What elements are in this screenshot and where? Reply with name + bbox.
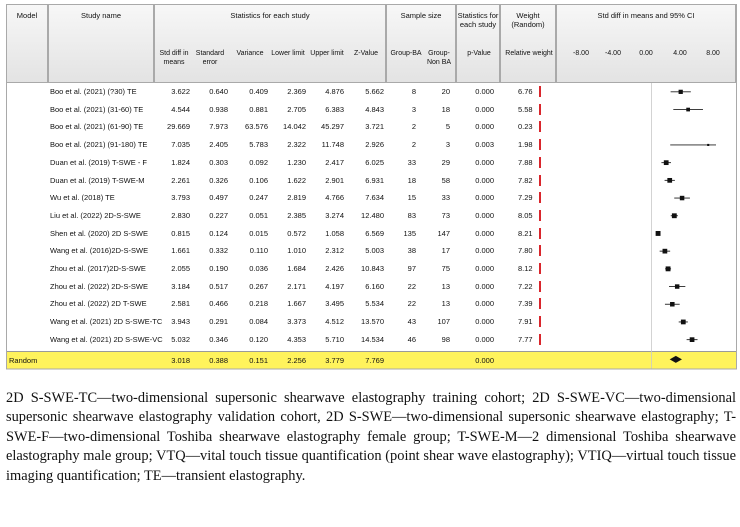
header-stats-each xyxy=(456,4,500,83)
cell-lo: 2.171 xyxy=(287,281,306,291)
cell-hi: 2.312 xyxy=(325,246,344,256)
cell-nonba: 29 xyxy=(441,157,450,167)
weight-bar xyxy=(539,157,541,168)
cell-weight: 7.77 xyxy=(518,334,533,344)
cell-smd: 3.622 xyxy=(171,87,190,96)
col-upper: Upper limit xyxy=(310,50,344,57)
cell-p: 0.000 xyxy=(475,299,494,309)
header-statistics-label: Statistics for each study xyxy=(230,11,310,20)
study-name: Shen et al. (2020) 2D S-SWE xyxy=(50,228,148,238)
cell-var: 0.247 xyxy=(249,193,268,203)
study-name: Zhou et al. (2022) 2D-S-SWE xyxy=(50,281,148,291)
cell-p: 0.000 xyxy=(475,334,494,344)
table-row xyxy=(6,172,736,190)
col-relative-weight: Relative weight xyxy=(505,50,553,57)
cell-z: 12.480 xyxy=(361,210,384,220)
cell-lo: 1.230 xyxy=(287,157,306,167)
weight-bar xyxy=(539,298,541,309)
cell-ba: 22 xyxy=(407,299,416,309)
col-z: Z-Value xyxy=(354,50,378,57)
cell-ba: 18 xyxy=(407,175,416,185)
study-name: Boo et al. (2021) (61-90) TE xyxy=(50,122,144,132)
table-row xyxy=(6,189,736,207)
header-study-name-label: Study name xyxy=(80,11,122,20)
cell-smd: 4.544 xyxy=(171,104,190,114)
cell-se: 0.190 xyxy=(209,264,228,273)
cell-z: 10.843 xyxy=(361,264,384,273)
cell-weight: 7.91 xyxy=(518,317,533,327)
cell-nonba: 58 xyxy=(441,175,450,185)
cell-z: 5.534 xyxy=(365,299,384,309)
cell-z: 4.843 xyxy=(365,104,384,114)
cell-ba: 33 xyxy=(407,157,416,167)
cell-lo: 1.010 xyxy=(287,246,306,256)
cell-lo: 2.385 xyxy=(287,210,306,220)
weight-bar xyxy=(539,139,541,150)
cell-var: 0.051 xyxy=(249,210,268,220)
study-name: Wang et al. (2021) 2D S-SWE-VC xyxy=(50,334,163,344)
cell-lo: 1.622 xyxy=(287,175,306,185)
cell-ba: 8 xyxy=(411,87,416,96)
cell-lo: 2.705 xyxy=(287,104,306,114)
cell-nonba: 3 xyxy=(445,140,450,150)
cell-p: 0.000 xyxy=(475,175,494,185)
weight-bar xyxy=(539,192,541,203)
cell-se: 0.346 xyxy=(209,334,228,344)
tick-label: -8.00 xyxy=(573,50,589,57)
cell-weight: 7.88 xyxy=(518,157,533,167)
cell-hi: 45.297 xyxy=(321,122,344,132)
cell-nonba: 13 xyxy=(441,299,450,309)
cell-p: 0.003 xyxy=(475,140,494,150)
cell-hi: 2.417 xyxy=(325,157,344,167)
cell-nonba: 75 xyxy=(441,264,450,273)
cell-z: 6.025 xyxy=(365,157,384,167)
cell-p: 0.000 xyxy=(475,193,494,203)
cell-weight: 1.98 xyxy=(518,140,533,150)
table-header xyxy=(6,4,736,83)
cell-lo: 1.684 xyxy=(287,264,306,273)
cell-z: 6.160 xyxy=(365,281,384,291)
table-row xyxy=(6,83,736,101)
study-name: Liu et al. (2022) 2D-S-SWE xyxy=(50,210,141,220)
cell-lo: 14.042 xyxy=(283,122,306,132)
cell-ba: 46 xyxy=(407,334,416,344)
cell-lo: 2.369 xyxy=(287,87,306,96)
cell-smd: 2.581 xyxy=(171,299,190,309)
weight-bar xyxy=(539,86,541,97)
cell-hi: 4.876 xyxy=(325,87,344,96)
cell-weight: 7.39 xyxy=(518,299,533,309)
weight-bar xyxy=(539,334,541,345)
weight-bar xyxy=(539,281,541,292)
cell-nonba: 20 xyxy=(441,87,450,96)
cell-lo: 3.373 xyxy=(287,317,306,327)
cell-weight: 5.58 xyxy=(518,104,533,114)
cell-p: 0.000 xyxy=(475,228,494,238)
cell-hi: 4.766 xyxy=(325,193,344,203)
header-study-name xyxy=(48,4,154,83)
header-stats-each-label: Statistics for each study xyxy=(457,11,499,29)
cell-smd: 29.669 xyxy=(167,122,190,132)
cell-smd: 2.261 xyxy=(171,175,190,185)
cell-ba: 3 xyxy=(411,104,416,114)
cell-smd: 3.943 xyxy=(171,317,190,327)
cell-se: 0.332 xyxy=(209,246,228,256)
figure-caption: 2D S-SWE-TC—two-dimensional supersonic shearwave elastography training cohort; 2D S-SWE-VC—two-dimensional supersonic shearwave elastography validation cohort, 2D S-SWE—two-dimensional supersonic shearwave elastography; T-SWE-F—two-dimensional Toshiba shearwave elastography female group; T-SWE-M—2 dimensional Toshiba shearwave elastography male group; VTQ—vital touch tissue quantification (point shear wave elastography); VTIQ—virtual touch tissue imaging quantification; TE—transient elastography. xyxy=(6,390,736,484)
cell-lo: 4.353 xyxy=(287,334,306,344)
cell-ba: 15 xyxy=(407,193,416,203)
cell-smd: 3.184 xyxy=(171,281,190,291)
cell-smd: 2.830 xyxy=(171,210,190,220)
table-row xyxy=(6,295,736,313)
cell-weight: 8.12 xyxy=(518,264,533,273)
cell-nonba: 18 xyxy=(441,104,450,114)
cell-se: 0.497 xyxy=(209,193,228,203)
cell-weight: 0.23 xyxy=(518,122,533,132)
tick-label: -4.00 xyxy=(605,50,621,57)
weight-bar xyxy=(539,245,541,256)
cell-smd: 3.793 xyxy=(171,193,190,203)
header-sample-size-label: Sample size xyxy=(400,11,442,20)
cell-p: 0.000 xyxy=(475,317,494,327)
weight-bar xyxy=(539,228,541,239)
cell-ba: 2 xyxy=(411,122,416,132)
summary-row xyxy=(6,351,736,369)
cell-var: 5.783 xyxy=(249,140,268,150)
tick-label: 0.00 xyxy=(639,50,653,57)
cell-se: 2.405 xyxy=(209,140,228,150)
cell-hi: 6.383 xyxy=(325,104,344,114)
cell-hi: 5.710 xyxy=(325,334,344,344)
cell-z: 5.003 xyxy=(365,246,384,256)
cell-ba: 135 xyxy=(403,228,416,238)
weight-bar xyxy=(539,175,541,186)
cell-var: 0.015 xyxy=(249,228,268,238)
study-name: Duan et al. (2019) T-SWE-M xyxy=(50,175,145,185)
header-model xyxy=(6,4,48,83)
cell-se: 0.938 xyxy=(209,104,228,114)
cell-lo: 2.322 xyxy=(287,140,306,150)
cell-hi: 3.495 xyxy=(325,299,344,309)
col-group-non-ba: Group-Non BA xyxy=(426,50,452,66)
cell-hi: 4.512 xyxy=(325,317,344,327)
header-model-label: Model xyxy=(16,11,38,20)
col-p-value: p-Value xyxy=(467,50,491,57)
cell-smd: 1.661 xyxy=(171,246,190,256)
cell-nonba: 5 xyxy=(445,122,450,132)
summary-se: 0.388 xyxy=(209,355,228,365)
header-ci-label: Std diff in means and 95% CI xyxy=(597,11,695,20)
study-name: Wu et al. (2018) TE xyxy=(50,193,115,203)
table-row xyxy=(6,278,736,296)
cell-lo: 1.667 xyxy=(287,299,306,309)
table-row xyxy=(6,118,736,136)
cell-weight: 7.82 xyxy=(518,175,533,185)
cell-se: 0.466 xyxy=(209,299,228,309)
cell-se: 0.291 xyxy=(209,317,228,327)
summary-smd: 3.018 xyxy=(171,355,190,365)
cell-ba: 83 xyxy=(407,210,416,220)
table-row xyxy=(6,260,736,278)
weight-bar xyxy=(539,121,541,132)
cell-hi: 1.058 xyxy=(325,228,344,238)
cell-p: 0.000 xyxy=(475,87,494,96)
study-name: Wang et al. (2021) 2D S-SWE-TC xyxy=(50,317,163,327)
weight-bar xyxy=(539,316,541,327)
study-name: Wang et al. (2016)2D-S-SWE xyxy=(50,246,149,256)
weight-bar xyxy=(539,104,541,115)
cell-nonba: 147 xyxy=(437,228,450,238)
cell-weight: 7.22 xyxy=(518,281,533,291)
cell-z: 6.569 xyxy=(365,228,384,238)
cell-se: 0.124 xyxy=(209,228,228,238)
cell-se: 0.227 xyxy=(209,210,228,220)
col-std-diff: Std diff in means xyxy=(159,50,189,66)
cell-smd: 1.824 xyxy=(171,157,190,167)
cell-se: 0.326 xyxy=(209,175,228,185)
table-row xyxy=(6,331,736,349)
cell-se: 0.517 xyxy=(209,281,228,291)
model-label: Random xyxy=(9,355,38,365)
tick-label: 8.00 xyxy=(706,50,720,57)
summary-var: 0.151 xyxy=(249,355,268,365)
cell-var: 0.036 xyxy=(249,264,268,273)
cell-var: 0.881 xyxy=(249,104,268,114)
cell-ba: 38 xyxy=(407,246,416,256)
cell-z: 6.931 xyxy=(365,175,384,185)
cell-p: 0.000 xyxy=(475,246,494,256)
tick-label: 4.00 xyxy=(673,50,687,57)
table-row xyxy=(6,154,736,172)
cell-nonba: 17 xyxy=(441,246,450,256)
table-row xyxy=(6,101,736,119)
cell-var: 0.110 xyxy=(249,246,268,256)
cell-smd: 2.055 xyxy=(171,264,190,273)
header-statistics xyxy=(154,4,386,83)
cell-z: 14.534 xyxy=(361,334,384,344)
table-row xyxy=(6,313,736,331)
cell-p: 0.000 xyxy=(475,210,494,220)
study-name: Boo et al. (2021) (91-180) TE xyxy=(50,140,148,150)
study-name: Zhou et al. (2022) 2D T-SWE xyxy=(50,299,147,309)
cell-weight: 8.21 xyxy=(518,228,533,238)
header-weight-label: Weight (Random) xyxy=(511,11,545,29)
cell-nonba: 73 xyxy=(441,210,450,220)
summary-lo: 2.256 xyxy=(287,355,306,365)
cell-weight: 8.05 xyxy=(518,210,533,220)
table-row xyxy=(6,225,736,243)
cell-var: 0.084 xyxy=(249,317,268,327)
cell-ba: 43 xyxy=(407,317,416,327)
table-row xyxy=(6,136,736,154)
cell-smd: 0.815 xyxy=(171,228,190,238)
cell-nonba: 13 xyxy=(441,281,450,291)
cell-var: 0.218 xyxy=(249,299,268,309)
cell-smd: 5.032 xyxy=(171,334,190,344)
cell-weight: 7.29 xyxy=(518,193,533,203)
col-lower: Lower limit xyxy=(271,50,305,57)
cell-p: 0.000 xyxy=(475,281,494,291)
cell-var: 0.409 xyxy=(249,87,268,96)
cell-var: 0.267 xyxy=(249,281,268,291)
cell-hi: 2.901 xyxy=(325,175,344,185)
cell-ba: 97 xyxy=(407,264,416,273)
cell-z: 2.926 xyxy=(365,140,384,150)
study-name: Boo et al. (2021) (31-60) TE xyxy=(50,104,144,114)
summary-p: 0.000 xyxy=(475,355,494,365)
col-variance: Variance xyxy=(236,50,264,57)
table-row xyxy=(6,242,736,260)
cell-nonba: 107 xyxy=(437,317,450,327)
cell-z: 13.570 xyxy=(361,317,384,327)
header-ci xyxy=(556,4,736,83)
cell-se: 7.973 xyxy=(209,122,228,132)
table-row xyxy=(6,207,736,225)
cell-se: 0.303 xyxy=(209,157,228,167)
cell-var: 0.092 xyxy=(249,157,268,167)
summary-z: 7.769 xyxy=(365,355,384,365)
header-weight xyxy=(500,4,556,83)
cell-var: 0.120 xyxy=(249,334,268,344)
cell-ba: 22 xyxy=(407,281,416,291)
cell-lo: 0.572 xyxy=(287,228,306,238)
cell-se: 0.640 xyxy=(209,87,228,96)
cell-ba: 2 xyxy=(411,140,416,150)
summary-hi: 3.779 xyxy=(325,355,344,365)
study-name: Boo et al. (2021) (?30) TE xyxy=(50,87,137,96)
cell-nonba: 33 xyxy=(441,193,450,203)
cell-hi: 2.426 xyxy=(325,264,344,273)
cell-p: 0.000 xyxy=(475,122,494,132)
cell-weight: 6.76 xyxy=(518,87,533,96)
cell-lo: 2.819 xyxy=(287,193,306,203)
cell-p: 0.000 xyxy=(475,157,494,167)
weight-bar xyxy=(539,263,541,274)
cell-nonba: 98 xyxy=(441,334,450,344)
cell-weight: 7.80 xyxy=(518,246,533,256)
cell-hi: 3.274 xyxy=(325,210,344,220)
cell-p: 0.000 xyxy=(475,104,494,114)
cell-z: 7.634 xyxy=(365,193,384,203)
cell-p: 0.000 xyxy=(475,264,494,273)
cell-var: 63.576 xyxy=(245,122,268,132)
study-name: Zhou et al. (2017)2D-S-SWE xyxy=(50,264,146,273)
study-name: Duan et al. (2019) T-SWE - F xyxy=(50,157,147,167)
col-group-ba: Group-BA xyxy=(390,50,422,57)
cell-hi: 11.748 xyxy=(321,140,344,150)
header-sample-size xyxy=(386,4,456,83)
cell-var: 0.106 xyxy=(249,175,268,185)
cell-smd: 7.035 xyxy=(171,140,190,150)
cell-z: 5.662 xyxy=(365,87,384,96)
col-std-err: Standard error xyxy=(195,50,225,66)
cell-z: 3.721 xyxy=(365,122,384,132)
weight-bar xyxy=(539,210,541,221)
cell-hi: 4.197 xyxy=(325,281,344,291)
